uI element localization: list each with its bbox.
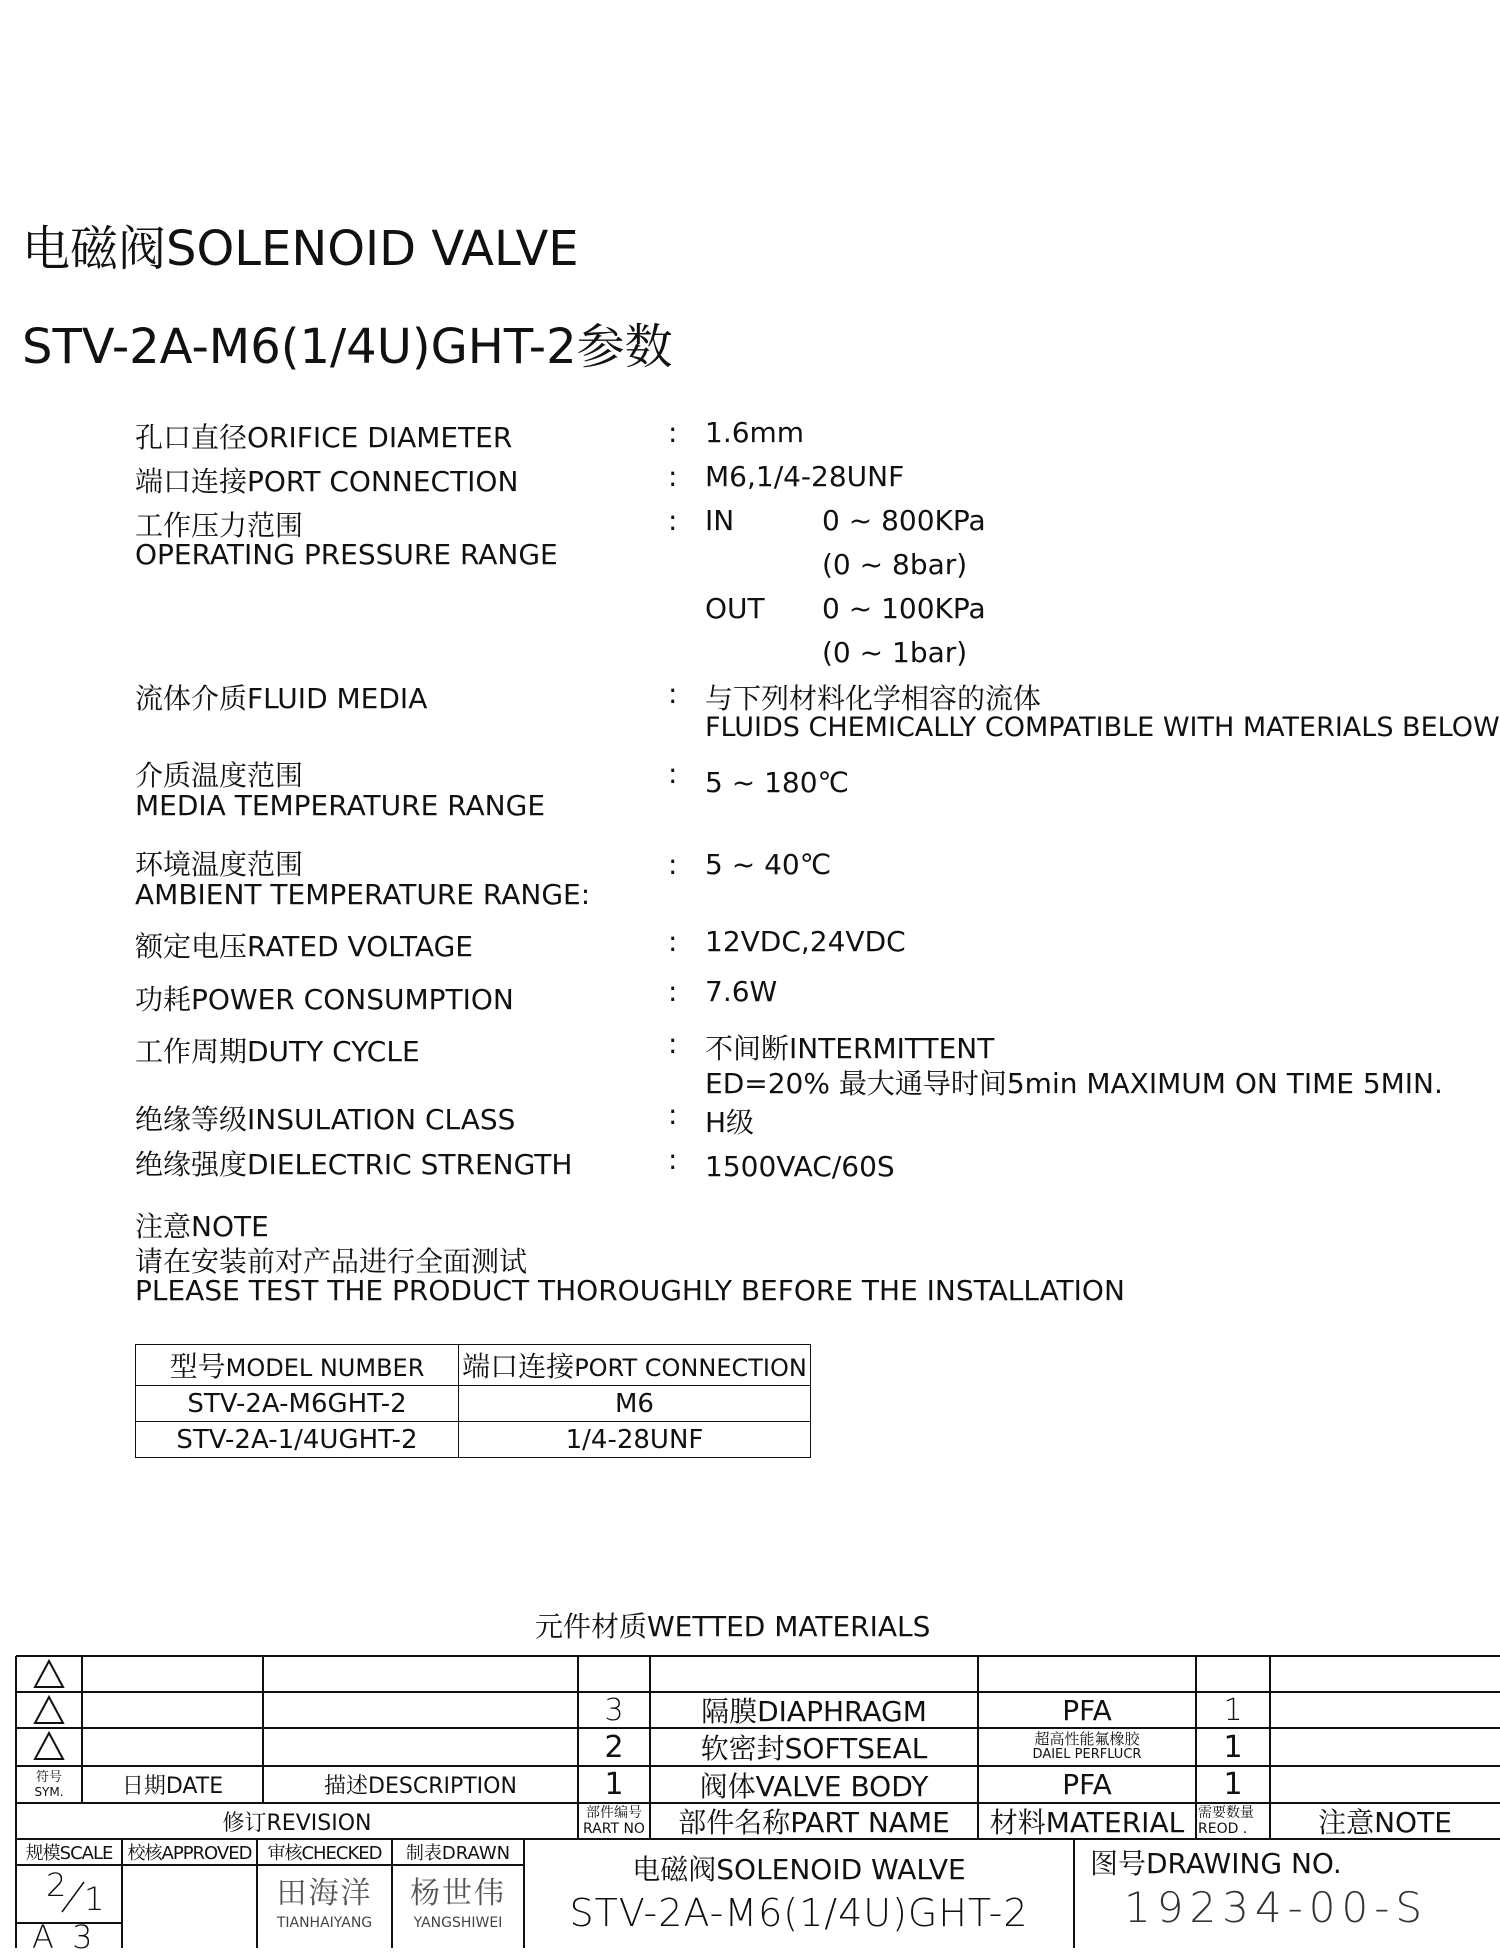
pressure-out-value: 0 ~ 100KPa xyxy=(822,592,986,625)
media-temp-label-cn: 介质温度范围 xyxy=(135,759,304,792)
colon: : xyxy=(668,504,678,537)
material-cn: 超高性能氟橡胶 xyxy=(1034,1730,1140,1748)
part-no-cn: 部件编号 xyxy=(586,1805,642,1821)
pressure-in-bar: (0 ~ 8bar) xyxy=(822,548,968,581)
port-value: M6,1/4-28UNF xyxy=(705,460,905,493)
part-name: 软密封SOFTSEAL xyxy=(700,1732,928,1765)
header-port-en: PORT CONNECTION xyxy=(574,1354,807,1382)
power-value: 7.6W xyxy=(705,975,778,1008)
revision-header: 修订REVISION xyxy=(222,1810,372,1836)
material-en: DAIEL PERFLUCR xyxy=(1032,1747,1142,1762)
media-temp-value: 5 ~ 180℃ xyxy=(705,766,849,799)
revision-triangle-icon xyxy=(35,1661,63,1687)
pressure-in-value: 0 ~ 800KPa xyxy=(822,504,986,537)
document-title: 电磁阀SOLENOID VALVE xyxy=(22,221,579,277)
port-cell: M6 xyxy=(459,1386,811,1422)
colon: : xyxy=(668,677,678,710)
scale-header: 规模SCALE xyxy=(25,1843,113,1864)
header-port-cn: 端口连接 xyxy=(462,1350,575,1383)
pressure-out-bar: (0 ~ 1bar) xyxy=(822,636,968,669)
revision-triangle-icon xyxy=(35,1697,63,1723)
dielectric-value: 1500VAC/60S xyxy=(705,1150,895,1183)
port-cell: 1/4-28UNF xyxy=(459,1422,811,1458)
drawn-header: 制表DRAWN xyxy=(405,1843,511,1864)
pressure-label-en: OPERATING PRESSURE RANGE xyxy=(135,538,558,571)
colon: : xyxy=(668,975,678,1008)
note-heading: 注意NOTE xyxy=(135,1210,269,1243)
model-cell: STV-2A-1/4UGHT-2 xyxy=(136,1422,459,1458)
sym-en: SYM. xyxy=(34,1784,64,1799)
part-no: 2 xyxy=(604,1729,624,1765)
orifice-value: 1.6mm xyxy=(705,416,805,449)
pressure-out-label: OUT xyxy=(705,592,765,625)
note-header: 注意NOTE xyxy=(1318,1806,1452,1839)
checked-header: 审核CHECKED xyxy=(267,1843,382,1864)
duty-value-2: ED=20% 最大通导时间5min MAXIMUM ON TIME 5MIN. xyxy=(705,1067,1443,1100)
part-name: 阀体VALVE BODY xyxy=(699,1769,929,1803)
part-no-en: RART NO xyxy=(583,1821,645,1837)
description-header: 描述DESCRIPTION xyxy=(324,1774,517,1799)
model-cell: STV-2A-M6GHT-2 xyxy=(136,1386,459,1422)
ambient-temp-label-cn: 环境温度范围 xyxy=(135,848,304,881)
colon: : xyxy=(668,1143,678,1176)
dielectric-label: 绝缘强度DIELECTRIC STRENGTH xyxy=(135,1148,573,1181)
wetted-materials-title: 元件材质WETTED MATERIALS xyxy=(535,1610,931,1643)
note-text-cn: 请在安装前对产品进行全面测试 xyxy=(135,1245,528,1278)
reqd-header xyxy=(1196,1803,1270,1839)
part-name-header: 部件名称PART NAME xyxy=(678,1806,950,1839)
media-temp-label-en: MEDIA TEMPERATURE RANGE xyxy=(135,789,546,822)
colon: : xyxy=(668,1098,678,1131)
colon: : xyxy=(668,848,678,881)
part-material: PFA xyxy=(1062,1693,1112,1727)
product-name: 电磁阀SOLENOID WALVE xyxy=(632,1853,966,1886)
part-material xyxy=(978,1728,1196,1766)
ambient-temp-value: 5 ~ 40℃ xyxy=(705,848,832,881)
checked-name-en: TIANHAIYANG xyxy=(276,1915,373,1931)
power-label: 功耗POWER CONSUMPTION xyxy=(135,983,514,1016)
material-header: 材料MATERIAL xyxy=(989,1806,1185,1839)
part-no-header xyxy=(578,1803,650,1839)
colon: : xyxy=(668,416,678,449)
drawn-name-en: YANGSHIWEI xyxy=(413,1915,503,1931)
part-qty: 1 xyxy=(1223,1692,1243,1728)
colon: : xyxy=(668,460,678,493)
duty-label: 工作周期DUTY CYCLE xyxy=(135,1035,420,1068)
colon: : xyxy=(668,1027,678,1060)
fluid-value-cn: 与下列材料化学相容的流体 xyxy=(705,682,1042,715)
sym-cn: 符号 xyxy=(35,1769,62,1785)
fluid-value-en: FLUIDS CHEMICALLY COMPATIBLE WITH MATERIALS BELOW xyxy=(705,712,1500,743)
reqd-cn: 需要数量 xyxy=(1198,1805,1254,1821)
pressure-label-cn: 工作压力范围 xyxy=(135,509,304,542)
drawing-no-label: 图号DRAWING NO. xyxy=(1090,1847,1342,1880)
sym-header xyxy=(16,1766,82,1803)
part-no: 1 xyxy=(604,1767,624,1802)
drawn-name-cn: 杨世伟 xyxy=(410,1876,506,1911)
sheet-size: A 3 xyxy=(32,1918,97,1956)
voltage-label: 额定电压RATED VOLTAGE xyxy=(135,930,473,963)
pressure-in-label: IN xyxy=(705,504,735,537)
header-model-en: MODEL NUMBER xyxy=(225,1354,425,1382)
drawing-number: 19234-00-S xyxy=(1124,1883,1429,1932)
port-label: 端口连接PORT CONNECTION xyxy=(135,465,519,498)
insulation-value: H级 xyxy=(705,1106,755,1139)
reqd-en: REOD . xyxy=(1198,1821,1248,1837)
part-qty: 1 xyxy=(1223,1767,1243,1802)
document-subtitle: STV-2A-M6(1/4U)GHT-2参数 xyxy=(22,319,673,375)
scale-numerator: 2 xyxy=(46,1866,67,1904)
scale-denominator: 1 xyxy=(84,1880,105,1918)
part-qty: 1 xyxy=(1223,1729,1243,1765)
voltage-value: 12VDC,24VDC xyxy=(705,925,906,958)
insulation-label: 绝缘等级INSULATION CLASS xyxy=(135,1103,516,1136)
colon: : xyxy=(668,925,678,958)
duty-value-1: 不间断INTERMITTENT xyxy=(705,1032,995,1065)
part-no: 3 xyxy=(604,1692,624,1728)
revision-triangle-icon xyxy=(35,1733,63,1759)
header-model-cn: 型号 xyxy=(169,1350,226,1383)
fluid-label: 流体介质FLUID MEDIA xyxy=(135,682,428,715)
checked-name-cn: 田海洋 xyxy=(276,1876,373,1911)
date-header: 日期DATE xyxy=(121,1774,224,1799)
ambient-temp-label-en: AMBIENT TEMPERATURE RANGE: xyxy=(135,878,591,911)
empty-cell xyxy=(578,1766,650,1803)
colon: : xyxy=(668,757,678,790)
product-model: STV-2A-M6(1/4U)GHT-2 xyxy=(569,1891,1029,1935)
part-name: 隔膜DIAPHRAGM xyxy=(701,1695,927,1728)
part-material: PFA xyxy=(1062,1768,1112,1801)
approved-header: 校核APPROVED xyxy=(127,1843,252,1864)
orifice-label: 孔口直径ORIFICE DIAMETER xyxy=(135,421,513,454)
note-text-en: PLEASE TEST THE PRODUCT THOROUGHLY BEFORE THE INSTALLATION xyxy=(135,1274,1125,1307)
